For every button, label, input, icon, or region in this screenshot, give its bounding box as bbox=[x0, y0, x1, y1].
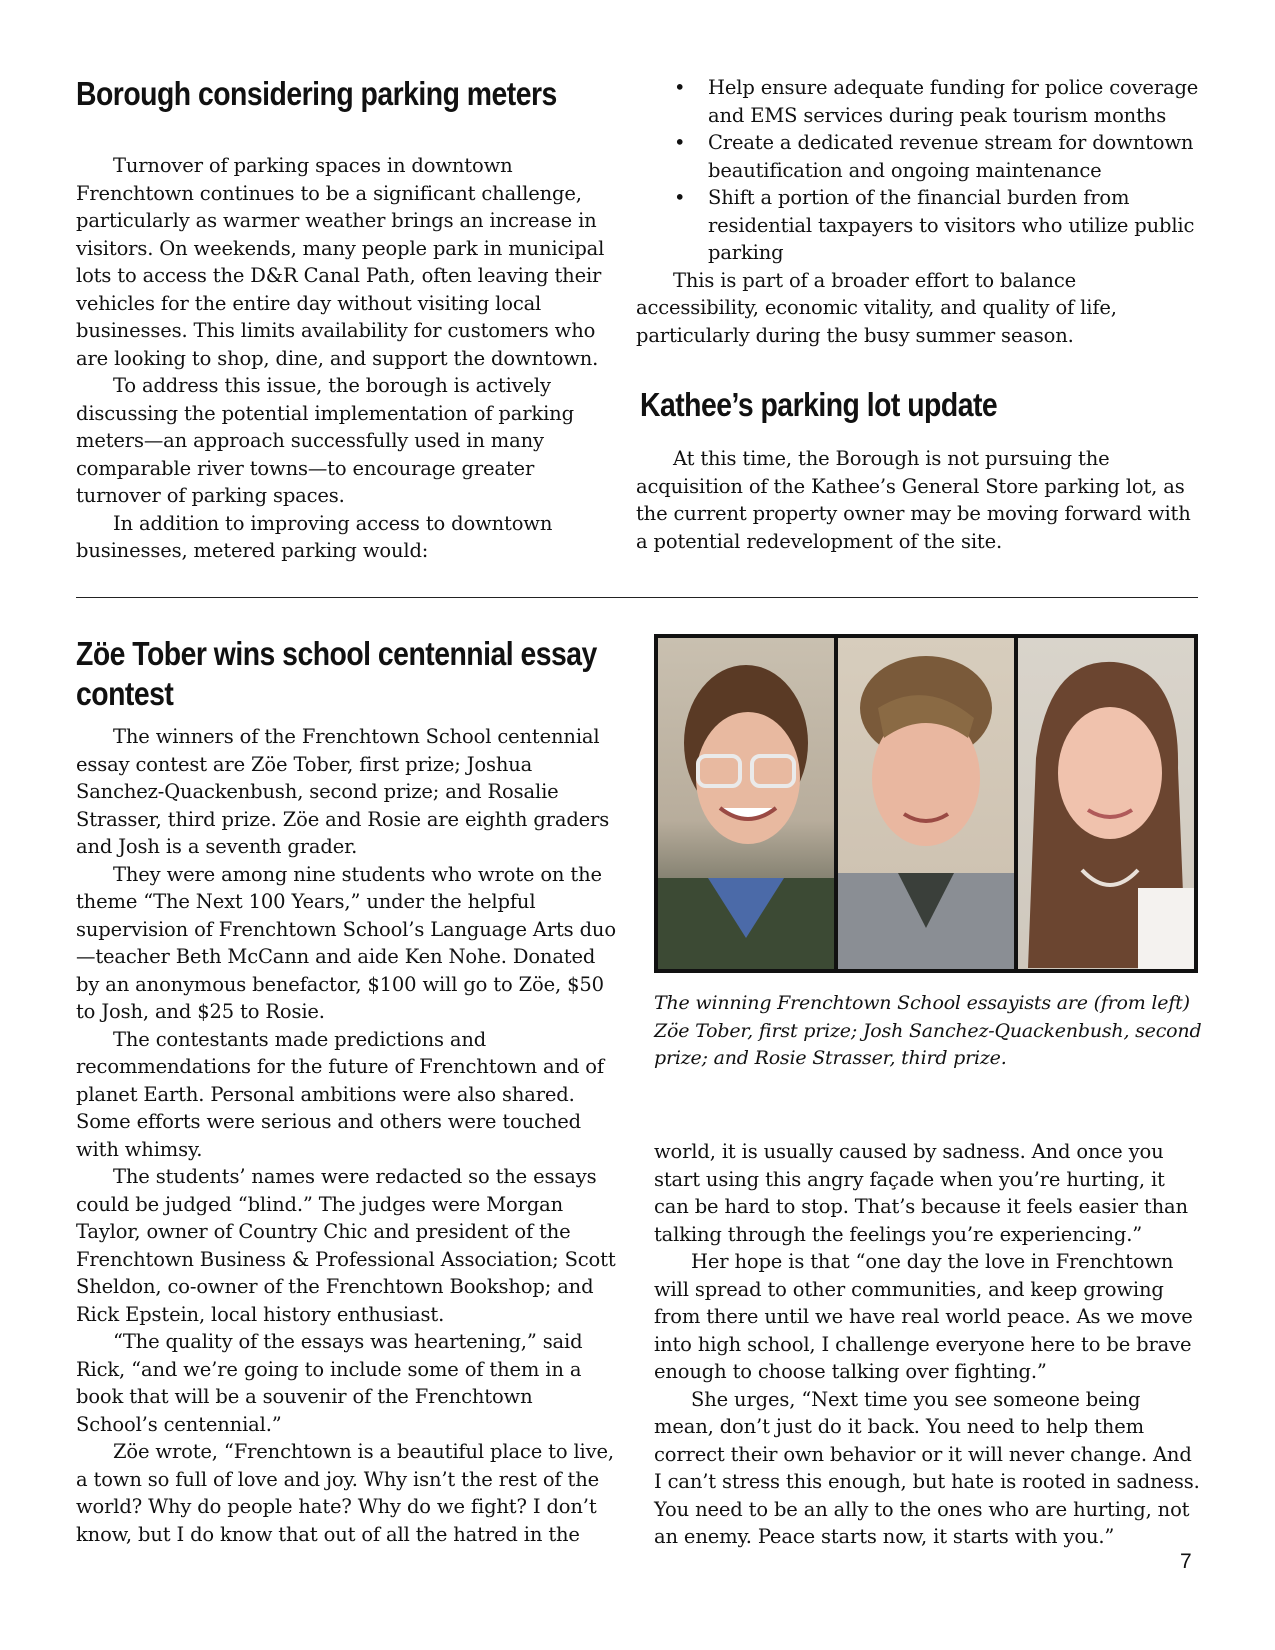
paragraph: She urges, “Next time you see someone being mean, don’t just do it back. You need to help them correct their own behavior or it will never change. And I can’t stress this enough, but hate is rooted in sadness. You need to be an ally to the ones who are hurting, not an enemy. Peace starts now, it starts with you.” bbox=[654, 1387, 1200, 1548]
photo-caption bbox=[654, 990, 1202, 1073]
list-item: • Create a dedicated revenue stream for downtown beautification and ongoing maintenance bbox=[636, 129, 1202, 184]
article-parking-meters-continued bbox=[636, 74, 1202, 555]
paragraph: In addition to improving access to downtown businesses, metered parking would: bbox=[76, 511, 553, 562]
list-item: • Help ensure adequate funding for police coverage and EMS services during peak tourism months bbox=[636, 74, 1202, 129]
headline-line: Zöe Tober wins school centennial essay bbox=[76, 635, 597, 672]
portrait-zoe bbox=[658, 638, 834, 969]
article-essay-contest-continued bbox=[654, 1138, 1202, 1551]
essayists-photo bbox=[654, 634, 1198, 973]
paragraph: world, it is usually caused by sadness. And once you start using this angry façade when you’re hurting, it can be hard to stop. That’s because it feels easier than talking through the feelings you’re experiencing.” bbox=[654, 1140, 1188, 1246]
paragraph: “The quality of the essays was heartening,” said Rick, “and we’re going to include some of them in a book that will be a souvenir of the Frenchtown School’s centennial.” bbox=[76, 1330, 583, 1436]
portrait-rosie bbox=[1018, 638, 1194, 969]
paragraph: The winners of the Frenchtown School centennial essay contest are Zöe Tober, first prize; Joshua Sanchez-Quackenbush, second prize; and Rosalie Strasser, third prize. Zöe and Rosie are eighth graders and Josh is a seventh grader. bbox=[76, 725, 610, 858]
page-number: 7 bbox=[1180, 1550, 1192, 1573]
paragraph: They were among nine students who wrote on the theme “The Next 100 Years,” under the helpful supervision of Frenchtown School’s Language Arts duo—teacher Beth McCann and aide Ken Nohe. Donated by an anonymous benefactor, $100 will go to Zöe, $50 to Josh, and $25 to Rosie. bbox=[76, 862, 616, 1023]
paragraph: The students’ names were redacted so the essays could be judged “blind.” The judges were Morgan Taylor, owner of Country Chic and president of the Frenchtown Business & Professional Association; Scott Sheldon, co-owner of the Frenchtown Bookshop; and Rick Epstein, local history enthusiast. bbox=[76, 1165, 616, 1326]
paragraph: To address this issue, the borough is actively discussing the potential implementation of parking meters—an approach successfully used in many comparable river towns—to encourage greater turnover of parking spaces. bbox=[76, 374, 574, 507]
article-essay-contest bbox=[76, 634, 616, 1548]
paragraph: Zöe wrote, “Frenchtown is a beautiful place to live, a town so full of love and joy. Why isn’t the rest of the world? Why do people hate? Why do we fight? I don’t know, but I do know that out of all the hatred in the bbox=[76, 1440, 614, 1546]
paragraph: This is part of a broader effort to balance accessibility, economic vitality, and quality of life, particularly during the busy summer season. bbox=[636, 268, 1117, 347]
article-parking-meters bbox=[76, 74, 612, 565]
paragraph: Her hope is that “one day the love in Frenchtown will spread to other communities, and keep growing from there until we have real world peace. As we move into high school, I challenge everyone here to be brave enough to choose talking over fighting.” bbox=[654, 1250, 1193, 1383]
paragraph: Turnover of parking spaces in downtown Frenchtown continues to be a significant challenge, particularly as warmer weather brings an increase in visitors. On weekends, many people park in municipal lots to access the D&R Canal Path, often leaving their vehicles for the entire day without visiting local businesses. This limits availability for customers who are looking to shop, dine, and support the downtown. bbox=[76, 154, 605, 370]
headline-parking-meters: Borough considering parking meters bbox=[76, 75, 557, 112]
paragraph: The contestants made predictions and recommendations for the future of Frenchtown and of planet Earth. Personal ambitions were also shared. Some efforts were serious and others were touched with whimsy. bbox=[76, 1027, 604, 1161]
headline-essay-contest bbox=[76, 634, 597, 714]
headline-line: contest bbox=[76, 675, 174, 712]
headline-kathees-lot: Kathee’s parking lot update bbox=[640, 386, 998, 423]
list-item: • Shift a portion of the financial burden from residential taxpayers to visitors who utilize public parking bbox=[636, 184, 1202, 267]
benefits-list bbox=[636, 74, 1202, 267]
section-divider bbox=[76, 597, 1198, 598]
caption-text: The winning Frenchtown School essayists are (from left) Zöe Tober, first prize; Josh Sanchez-Quackenbush, second prize; and Rosie Strasser, third prize. bbox=[654, 992, 1202, 1069]
portrait-josh bbox=[838, 638, 1014, 969]
paragraph: At this time, the Borough is not pursuing the acquisition of the Kathee’s General Store parking lot, as the current property owner may be moving forward with a potential redevelopment of the site. bbox=[636, 447, 1191, 553]
